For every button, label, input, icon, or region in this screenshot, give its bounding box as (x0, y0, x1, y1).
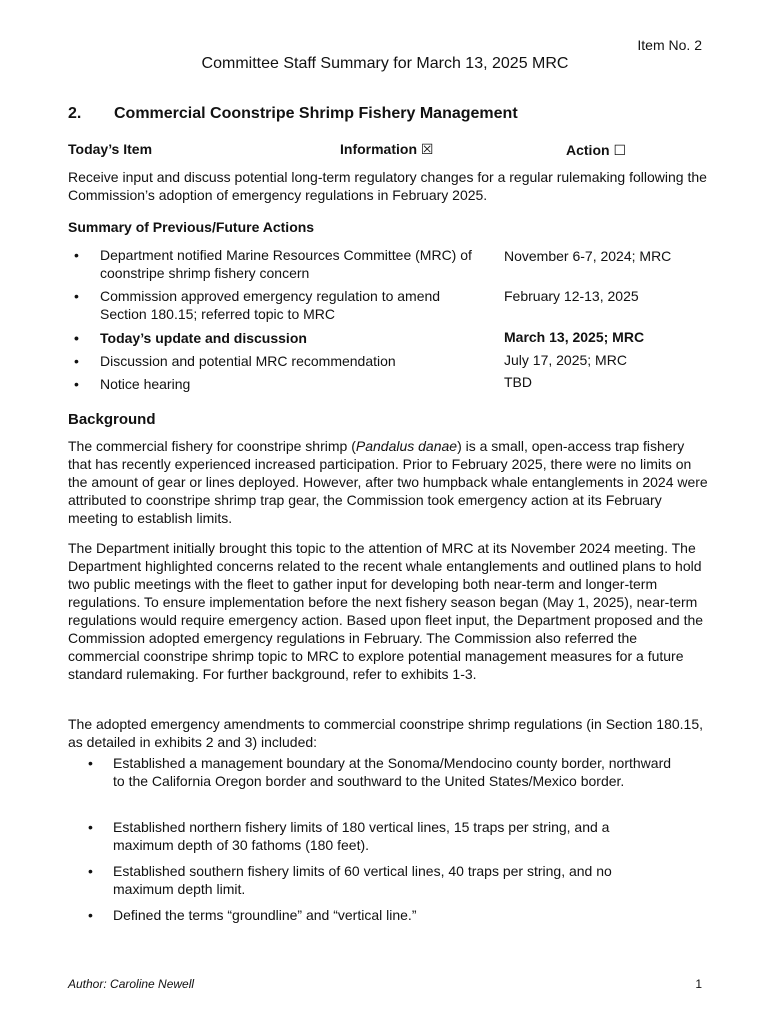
background-paragraph-2: The Department initially brought this topic to the attention of MRC at its November 2024 meeting. The Department highlighted concerns related to the recent whale entanglements and outlined plans to hold two public meetings with the fleet to gather input for developing both near-term and longer-term regulations. To ensure implementation before the next fishery season began (May 1, 2025), near-term regulations would require emergency action. Based upon fleet input, the Department proposed and the Commission adopted emergency regulations in February. The Commission also referred the commercial coonstripe shrimp topic to MRC to explore potential management measures for a future standard rulemaking. For further background, refer to exhibits 1-3. (68, 540, 704, 682)
background-paragraph-3: The adopted emergency amendments to commercial coonstripe shrimp regulations (in Section 180.15, as detailed in exhibits 2 and 3) included: (68, 716, 703, 750)
action-checkbox-label: Action ☐ (566, 142, 626, 158)
amendment-text: Established northern fishery limits of 180 vertical lines, 15 traps per string, and a maximum depth of 30 fathoms (180 feet). (113, 819, 610, 853)
section-title: Commercial Coonstripe Shrimp Fishery Management (114, 105, 518, 122)
information-checkbox-label: Information ☒ (340, 141, 434, 157)
action-text: Notice hearing (100, 376, 191, 392)
bullet-icon: • (88, 863, 93, 879)
page-number: 1 (695, 977, 702, 991)
footer-author: Author: Caroline Newell (68, 977, 195, 991)
action-text: Department notified Marine Resources Committee (MRC) of coonstripe shrimp fishery concern (100, 247, 472, 281)
action-date: TBD (504, 374, 532, 390)
bullet-icon: • (88, 907, 93, 923)
section-number: 2. (68, 105, 82, 122)
bullet-icon: • (88, 755, 93, 771)
bullet-icon: • (74, 247, 79, 263)
amendment-text: Defined the terms “groundline” and “vertical line.” (113, 907, 417, 923)
amendment-text: Established southern fishery limits of 60 vertical lines, 40 traps per string, and no maximum depth limit. (113, 863, 612, 897)
action-text: Commission approved emergency regulation to amend Section 180.15; referred topic to MRC (100, 288, 441, 322)
action-date: November 6-7, 2024; MRC (504, 248, 672, 264)
bullet-icon: • (74, 288, 79, 304)
background-paragraph-1 (68, 437, 708, 527)
bullet-icon: • (74, 330, 79, 346)
action-text: Today’s update and discussion (100, 330, 307, 346)
bullet-icon: • (88, 819, 93, 835)
paragraph-text: The commercial fishery for coonstripe shrimp ( (68, 438, 356, 454)
action-date: March 13, 2025; MRC (504, 329, 645, 345)
amendment-text: Established a management boundary at the Sonoma/Mendocino county border, northward to the California Oregon border and southward to the United States/Mexico border. (113, 755, 672, 789)
background-heading: Background (68, 411, 156, 428)
bullet-icon: • (74, 353, 79, 369)
document-title: Committee Staff Summary for March 13, 2025 MRC (201, 55, 569, 72)
action-date: February 12-13, 2025 (504, 288, 639, 304)
summary-heading: Summary of Previous/Future Actions (68, 219, 315, 235)
bullet-icon: • (74, 376, 79, 392)
action-date: July 17, 2025; MRC (504, 352, 627, 368)
species-name: Pandalus danae (355, 438, 458, 454)
action-text: Discussion and potential MRC recommendation (100, 353, 396, 369)
paragraph-text: ) is a small, open-access trap fishery that has recently experienced increased participation. Prior to February 2025, there were no limits on the amount of gear or lines deployed. However, after two humpback whale entanglements in 2024 were attributed to coonstripe shrimp trap gear, the Commission took emergency action at its February meeting to establish limits. (68, 438, 708, 526)
todays-item-description: Receive input and discuss potential long-term regulatory changes for a regular rulemaking following the Commission’s adoption of emergency regulations in February 2025. (68, 169, 707, 203)
todays-item-label: Today’s Item (68, 141, 153, 157)
item-number: Item No. 2 (637, 37, 702, 53)
